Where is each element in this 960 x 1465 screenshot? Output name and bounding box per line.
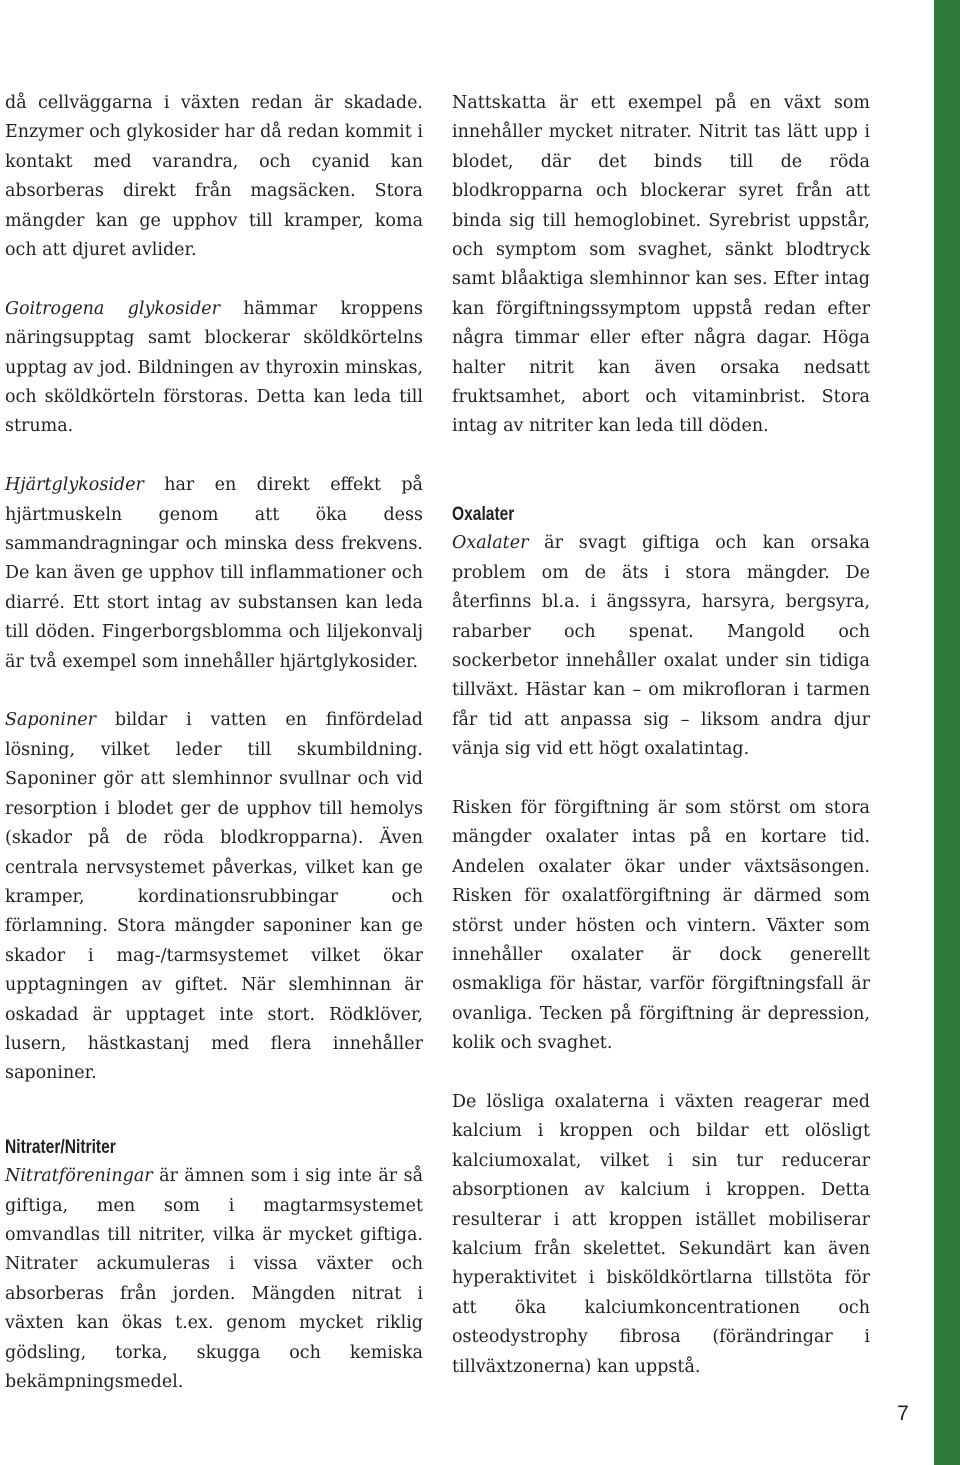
paragraph-nattskatta: Nattskatta är ett exempel på en växt som innehåller mycket nitrater. Nitrit tas lätt upp i blodet, där det binds till de röda blodkropparna och blockerar syret från att binda sig till hemoglobinet. Syrebrist uppstår, och symptom som svaghet, sänkt blodtryck samt blåaktiga slemhinnor kan ses. Efter intag kan förgiftningssymptom uppstå redan efter några timmar eller efter några dagar. Höga halter nitrit kan även orsaka nedsatt fruktsamhet, abort och vitaminbrist. Stora intag av nitriter kan leda till döden. (452, 93, 870, 437)
hjartglykosider-text: har en direkt effekt på hjärtmuskeln genom att öka dess sammandragningar och minska dess frekvens. De kan även ge upphov till inflammationer och diarré. Ett stort intag av substansen kan leda till döden. Fingerborgsblomma och liljekonvalj är två exempel som innehåller hjärtglykosider. (5, 475, 423, 672)
saponiner-text: bildar i vatten en finfördelad lösning, vilket leder till skumbildning. Saponiner gör att slemhinnor svullnar och vid resorption i blodet ger de upphov till hemolys (skador på de röda blodkropparna). Även centrala nervsystemet påverkas, vilket kan ge kramper, kordinationsrubbingar och förlamning. Stora mängder saponiner kan ge skador i mag-/tarmsystemet vilket ökar upptagningen av giftet. När slemhinnan är oskadad är upptaget inte stort. Rödklöver, lusern, hästkastanj med flera innehåller saponiner. (5, 710, 423, 1084)
term-saponiner: Saponiner (5, 710, 97, 731)
paragraph-risken: Risken för förgiftning är som störst om stora mängder oxalater intas på en kortare tid. Andelen oxalater ökar under växtsäsongen. Risken för oxalatförgiftning är därmed som störst under hösten och vintern. Växter som innehåller oxalater är dock generellt osmakliga för hästar, varför förgiftningsfall är ovanliga. Tecken på förgiftning är depression, kolik och svaghet. (452, 797, 870, 1054)
heading-nitrater-nitriter: Nitrater/Nitriter (5, 1136, 116, 1158)
left-column (5, 89, 423, 1397)
term-hjartglykosider: Hjärtglykosider (5, 475, 144, 496)
term-nitratforeningar: Nitratföreningar (5, 1166, 153, 1187)
page-number: 7 (897, 1402, 909, 1425)
paragraph-cyanide-continued: då cellväggarna i växten redan är skadade. Enzymer och glykosider har då redan kommit i kontakt med varandra, och cyanid kan absorberas direkt från magsäcken. Stora mängder kan ge upphov till kramper, koma och att djuret avlider. (5, 93, 423, 261)
oxalater-text: är svagt giftiga och kan orsaka problem om de äts i stora mängder. De återfinns bl.a. i ängssyra, harsyra, bergsyra, rabarber och spenat. Mangold och sockerbetor innehåller oxalat under sin tidiga tillväxt. Hästar kan – om mikrofloran i tarmen får tid att anpassa sig – liksom andra djur vänja sig vid ett högt oxalatintag. (452, 533, 870, 760)
page-edge-green-bar (934, 0, 960, 1465)
goitrogena-text: hämmar kroppens näringsupptag samt blockerar sköldkörtelns upptag av jod. Bildningen av thyroxin minskas, och sköldkörteln förstoras. Detta kan leda till struma. (5, 298, 424, 437)
paragraph-saponiner (5, 706, 423, 1088)
paragraph-goitrogena (5, 295, 423, 442)
term-goitrogena-glykosider: Goitrogena glykosider (5, 298, 221, 319)
nitratforeningar-text: är ämnen som i sig inte är så giftiga, men som i magtarmsystemet omvandlas till nitriter, vilka är mycket giftiga. Nitrater ackumuleras i vissa växter och absorberas från jorden. Mängden nitrat i växten kan ökas t.ex. genom mycket riklig gödsling, torka, skugga och kemiska bekämpningsmedel. (5, 1166, 423, 1393)
paragraph-nitratforeningar (5, 1162, 423, 1397)
heading-oxalater: Oxalater (452, 503, 515, 525)
right-column (452, 89, 870, 1382)
paragraph-losliga-oxalater: De lösliga oxalaterna i växten reagerar med kalcium i kroppen och bildar ett olösligt kalciumoxalat, vilket i sin tur reducerar absorptionen av kalcium i kroppen. Detta resulterar i att kroppen istället mobiliserar kalcium från skelettet. Sekundärt kan även hyperaktivitet i bisköldkörtlarna tillstöta för att öka kalciumkoncentrationen och osteodystrophy fibrosa (förändringar i tillväxtzonerna) kan uppstå. (452, 1091, 870, 1377)
paragraph-oxalater (452, 529, 870, 764)
term-oxalater: Oxalater (452, 533, 529, 554)
paragraph-hjartglykosider (5, 471, 423, 677)
